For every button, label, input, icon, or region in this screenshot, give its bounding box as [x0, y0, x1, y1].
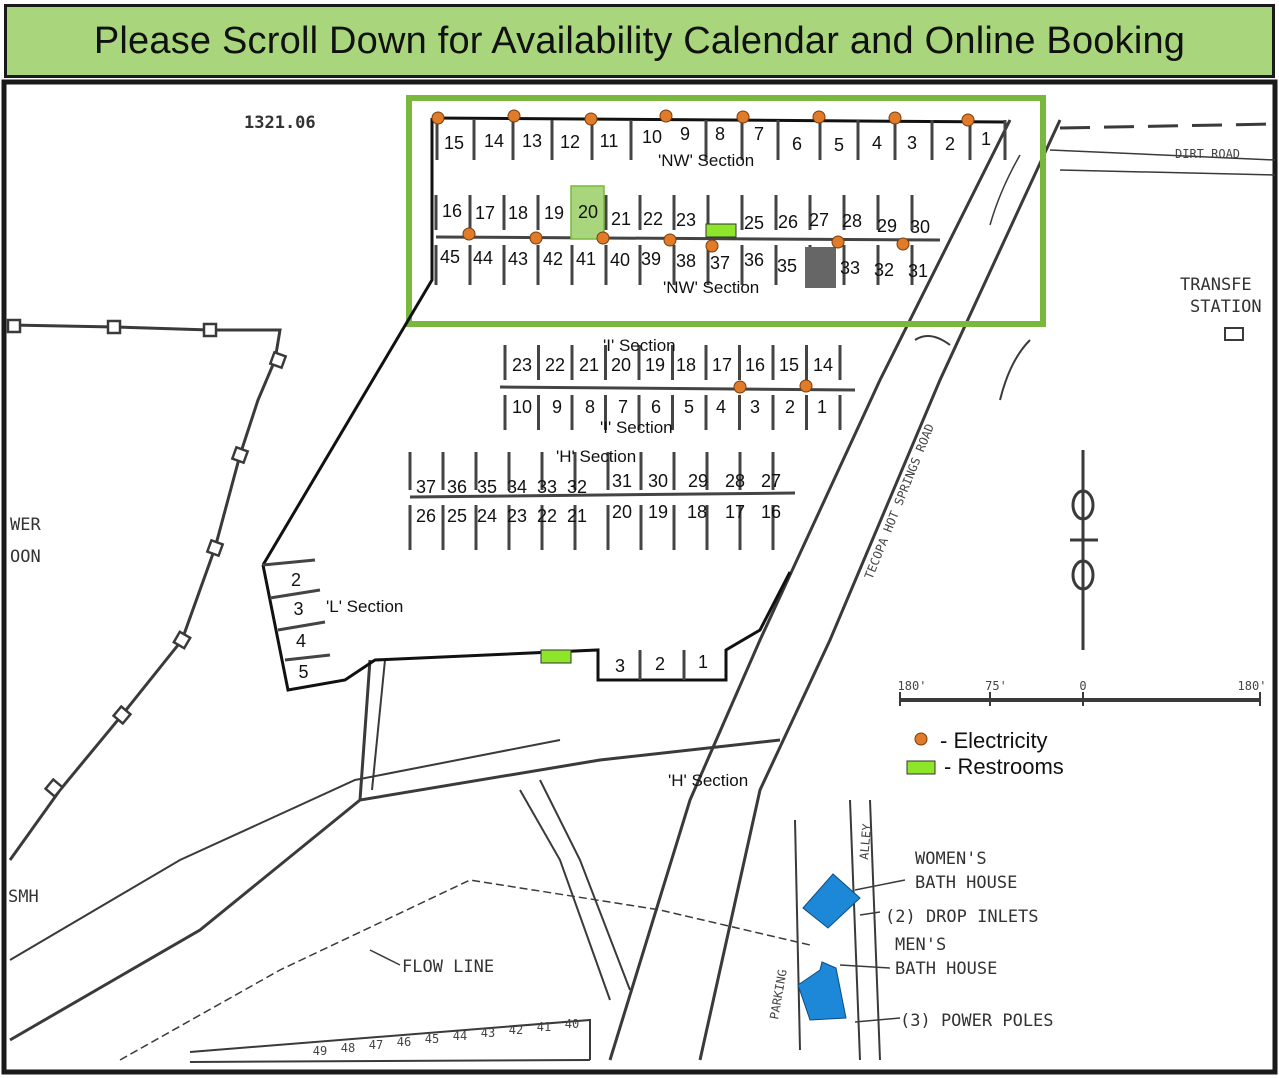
i-plot-9: 9: [551, 397, 563, 417]
i-plot-6: 6: [650, 397, 662, 417]
nw-plot-32: 32: [873, 260, 895, 280]
bottom-strip-plot-48: 48: [340, 1041, 356, 1055]
nw-plot-25: 25: [743, 213, 765, 233]
electricity-dot-3: [660, 110, 672, 122]
h-section-label-top: 'H' Section: [556, 447, 637, 466]
h-plot-28: 28: [724, 471, 746, 491]
nw-plot-38: 38: [675, 251, 697, 271]
bottom-plot-1: 1: [697, 652, 709, 672]
legend-electricity-dot: [915, 733, 927, 745]
nw-plot-20: 20: [577, 202, 599, 222]
i-plot-16: 16: [744, 355, 766, 375]
electricity-dot-11: [664, 234, 676, 246]
nw-plot-12: 12: [559, 132, 581, 152]
transfer-station-line1: TRANSFE: [1180, 275, 1252, 295]
nw-plot-6: 6: [791, 134, 803, 154]
womens-bath-line2: BATH HOUSE: [915, 873, 1018, 893]
nw-plot-29: 29: [876, 216, 898, 236]
electricity-dot-9: [530, 232, 542, 244]
h-plot-24: 24: [476, 506, 498, 526]
nw-plot-18: 18: [507, 203, 529, 223]
electricity-dot-2: [585, 113, 597, 125]
parking-label: PARKING: [767, 968, 790, 1021]
h-plot-25: 25: [446, 506, 468, 526]
electricity-dot-13: [832, 236, 844, 248]
scale-label: 75': [985, 679, 1007, 693]
transfer-station-line2: STATION: [1190, 297, 1262, 317]
nw-plot-36: 36: [743, 250, 765, 270]
mens-bath-line2: BATH HOUSE: [895, 959, 998, 979]
h-plot-20: 20: [611, 502, 633, 522]
h-plot-36: 36: [446, 477, 468, 497]
road-name: TECOPA HOT SPRINGS ROAD: [861, 421, 938, 582]
h-plot-26: 26: [415, 506, 437, 526]
i-plot-2: 2: [784, 397, 796, 417]
electricity-dot-12: [706, 240, 718, 252]
h-section-label-road: 'H' Section: [668, 771, 749, 790]
electricity-dot-7: [962, 114, 974, 126]
i-plot-20: 20: [610, 355, 632, 375]
nw-plot-4: 4: [871, 133, 883, 153]
restroom-nw: [706, 224, 736, 237]
nw-plot-27: 27: [808, 210, 830, 230]
bottom-strip-plot-45: 45: [424, 1032, 440, 1046]
nw-plot-16: 16: [441, 201, 463, 221]
nw-plot-31: 31: [907, 261, 929, 281]
nw-plot-45: 45: [439, 247, 461, 267]
h-plot-34: 34: [506, 477, 528, 497]
nw-plot-7: 7: [753, 124, 765, 144]
h-plot-29: 29: [687, 471, 709, 491]
flow-line-label: FLOW LINE: [402, 957, 495, 977]
electricity-dot-14: [897, 238, 909, 250]
i-plot-19: 19: [644, 355, 666, 375]
bottom-strip-plot-47: 47: [368, 1038, 384, 1052]
h-plot-27: 27: [760, 471, 782, 491]
nw-plot-30: 30: [909, 217, 931, 237]
smh-label: SMH: [8, 887, 39, 907]
nw-section-label-top: 'NW' Section: [658, 151, 755, 170]
nw-section-label-bottom: 'NW' Section: [663, 278, 760, 297]
i-plot-14: 14: [812, 355, 834, 375]
l-plot-4: 4: [295, 631, 307, 651]
i-plot-17: 17: [711, 355, 733, 375]
nw-plot-8: 8: [714, 124, 726, 144]
nw-plot-35: 35: [776, 256, 798, 276]
mens-bath-line1: MEN'S: [895, 935, 947, 955]
legend-electricity-label: - Electricity: [940, 728, 1048, 753]
nw-plot-13: 13: [521, 131, 543, 151]
electricity-dot-8: [463, 228, 475, 240]
alley-label: ALLEY: [857, 823, 875, 861]
h-plot-16: 16: [760, 502, 782, 522]
nw-plot-15: 15: [443, 133, 465, 153]
electricity-dot-6: [889, 112, 901, 124]
l-section-label: 'L' Section: [326, 597, 404, 616]
nw-plot-19: 19: [543, 203, 565, 223]
i-plot-18: 18: [675, 355, 697, 375]
banner-text: Please Scroll Down for Availability Calendar and Online Booking: [93, 19, 1186, 62]
electricity-dot-5: [813, 111, 825, 123]
nw-plot-14: 14: [483, 131, 505, 151]
nw-utility-building: [805, 247, 836, 288]
l-plot-2: 2: [290, 570, 302, 590]
i-plot-21: 21: [578, 355, 600, 375]
h-plot-33: 33: [536, 477, 558, 497]
i-plot-15: 15: [778, 355, 800, 375]
bottom-strip-plot-42: 42: [508, 1023, 524, 1037]
nw-plot-44: 44: [472, 248, 494, 268]
i-section-label-bottom: 'I' Section: [600, 418, 673, 437]
restroom-l: [541, 650, 571, 663]
h-plot-22: 22: [536, 506, 558, 526]
i-plot-7: 7: [617, 397, 629, 417]
electricity-dot-0: [432, 112, 444, 124]
nw-plot-37: 37: [709, 253, 731, 273]
booking-banner[interactable]: [4, 4, 1275, 78]
h-plot-18: 18: [686, 502, 708, 522]
electricity-dot-4: [737, 111, 749, 123]
bottom-strip-plot-44: 44: [452, 1029, 468, 1043]
nw-plot-10: 10: [641, 127, 663, 147]
nw-plot-22: 22: [642, 209, 664, 229]
i-plot-5: 5: [683, 397, 695, 417]
survey-number: 1321.06: [244, 113, 316, 133]
scale-label: 0: [1079, 679, 1087, 693]
womens-bath-line1: WOMEN'S: [915, 849, 987, 869]
scale-label: 180': [897, 679, 927, 693]
i-plot-10: 10: [511, 397, 533, 417]
nw-plot-9: 9: [679, 124, 691, 144]
nw-plot-43: 43: [507, 249, 529, 269]
bottom-plot-3: 3: [614, 656, 626, 676]
dirt-road-label: DIRT ROAD: [1175, 147, 1241, 161]
nw-plot-28: 28: [841, 211, 863, 231]
scale-label: 180': [1237, 679, 1267, 693]
nw-plot-39: 39: [640, 249, 662, 269]
h-plot-19: 19: [647, 502, 669, 522]
h-plot-32: 32: [566, 477, 588, 497]
nw-plot-3: 3: [906, 133, 918, 153]
nw-plot-1: 1: [980, 129, 992, 149]
nw-plot-42: 42: [542, 249, 564, 269]
i-plot-23: 23: [511, 355, 533, 375]
nw-plot-11: 11: [599, 131, 619, 151]
i-plot-8: 8: [584, 397, 596, 417]
legend-restrooms-label: - Restrooms: [944, 754, 1064, 779]
i-plot-4: 4: [715, 397, 727, 417]
nw-plot-5: 5: [833, 135, 845, 155]
h-plot-17: 17: [724, 502, 746, 522]
h-plot-23: 23: [506, 506, 528, 526]
bottom-strip-plot-49: 49: [312, 1044, 328, 1058]
power-lagoon-line1: WER: [10, 515, 41, 535]
bottom-strip-plot-41: 41: [536, 1020, 552, 1034]
nw-plot-17: 17: [474, 203, 496, 223]
h-plot-37: 37: [415, 477, 437, 497]
i-plot-3: 3: [749, 397, 761, 417]
power-lagoon-line2: OON: [10, 547, 41, 567]
bottom-plot-2: 2: [654, 654, 666, 674]
electricity-dot-16: [800, 380, 812, 392]
h-plot-35: 35: [476, 477, 498, 497]
legend-restroom-swatch: [907, 761, 935, 774]
l-plot-5: 5: [298, 662, 309, 682]
l-plot-3: 3: [293, 599, 304, 619]
bottom-strip-plot-43: 43: [480, 1026, 496, 1040]
nw-plot-33: 33: [839, 258, 861, 278]
power-poles-label: (3) POWER POLES: [900, 1011, 1054, 1031]
nw-plot-21: 21: [610, 209, 632, 229]
nw-plot-23: 23: [675, 210, 697, 230]
h-plot-30: 30: [647, 471, 669, 491]
i-plot-22: 22: [544, 355, 566, 375]
nw-plot-40: 40: [609, 250, 631, 270]
electricity-dot-1: [508, 110, 520, 122]
electricity-dot-15: [734, 381, 746, 393]
electricity-dot-10: [597, 232, 609, 244]
nw-plot-26: 26: [777, 212, 799, 232]
nw-plot-2: 2: [944, 134, 956, 154]
h-plot-21: 21: [566, 506, 588, 526]
drop-inlets-label: (2) DROP INLETS: [885, 907, 1039, 927]
nw-plot-41: 41: [575, 249, 597, 269]
bottom-strip-plot-46: 46: [396, 1035, 412, 1049]
i-section-label-top: 'I' Section: [603, 336, 676, 355]
bottom-strip-plot-40: 40: [564, 1017, 580, 1031]
h-plot-31: 31: [611, 471, 633, 491]
i-plot-1: 1: [816, 397, 828, 417]
